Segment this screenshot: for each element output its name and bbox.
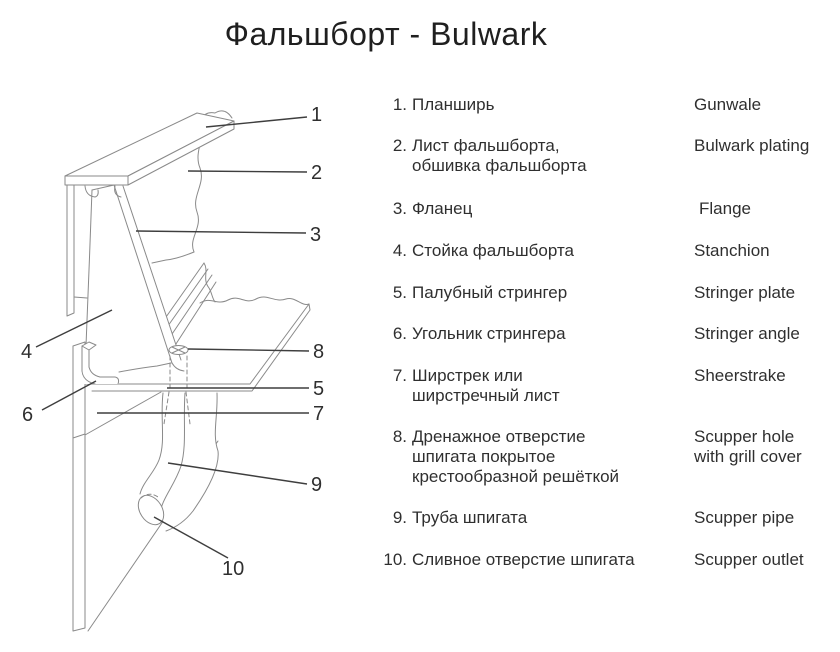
legend-term-ru xyxy=(412,136,682,176)
legend-en-line: Stanchion xyxy=(694,241,770,260)
legend-term-ru xyxy=(412,199,682,219)
legend-term-ru xyxy=(412,95,682,115)
diagram-label-3: 3 xyxy=(310,224,322,246)
legend-en-line: Scupper pipe xyxy=(694,508,795,527)
legend-ru-line: Дренажное отверстие xyxy=(412,427,586,446)
legend-en-line: Flange xyxy=(699,199,751,218)
diagram-label-5: 5 xyxy=(313,378,325,400)
legend-en-line: Stringer angle xyxy=(694,324,800,343)
legend-ru-line: обшивка фальшборта xyxy=(412,156,587,175)
legend-term-ru xyxy=(412,241,682,261)
legend-number: 2. xyxy=(392,136,407,155)
legend-ru-line: Ширстрек или xyxy=(412,366,523,385)
legend-ru-line: шпигата покрытое xyxy=(412,447,556,466)
legend-en-line: with grill cover xyxy=(694,447,802,466)
legend-en-line: Stringer plate xyxy=(694,283,796,302)
legend-term-ru xyxy=(412,508,682,528)
legend-ru-line: крестообразной решёткой xyxy=(412,467,620,486)
legend-number: 7. xyxy=(392,366,407,385)
diagram-label-6: 6 xyxy=(22,404,34,426)
diagram-label-2: 2 xyxy=(311,162,323,184)
legend-ru-line: Стойка фальшборта xyxy=(412,241,574,260)
page-title: Фальшборт - Bulwark xyxy=(224,16,548,52)
legend-term-ru xyxy=(412,427,682,487)
legend-ru-line: Палубный стрингер xyxy=(412,283,568,302)
diagram-label-8: 8 xyxy=(313,341,325,363)
legend-en-line: Bulwark plating xyxy=(694,136,810,155)
legend-term-en xyxy=(694,283,840,303)
legend-number: 3. xyxy=(392,199,407,218)
legend-term-ru xyxy=(412,550,682,570)
legend-ru-line: Сливное отверстие шпигата xyxy=(412,550,635,569)
legend-term-en xyxy=(694,508,840,528)
legend-term-en xyxy=(694,136,840,156)
legend-ru-line: Угольник стрингера xyxy=(412,324,566,343)
legend-number: 4. xyxy=(392,241,407,260)
legend-term-en xyxy=(694,241,840,261)
legend-term-en xyxy=(694,550,840,570)
legend-en-line: Scupper hole xyxy=(694,427,795,446)
diagram-label-9: 9 xyxy=(311,474,323,496)
legend-en-line: Scupper outlet xyxy=(694,550,804,569)
legend-number: 9. xyxy=(392,508,407,527)
legend-term-en xyxy=(699,199,840,219)
legend-number: 6. xyxy=(392,324,407,343)
legend-term-en xyxy=(694,324,840,344)
legend-number: 8. xyxy=(392,427,407,446)
legend-number: 1. xyxy=(392,95,407,114)
legend-term-en xyxy=(694,427,840,467)
legend-ru-line: Лист фальшборта, xyxy=(412,136,560,155)
legend-en-line: Gunwale xyxy=(694,95,762,114)
legend-number: 5. xyxy=(392,283,407,302)
legend-term-en xyxy=(694,366,840,386)
diagram-label-4: 4 xyxy=(21,341,33,363)
legend-en-line: Sheerstrake xyxy=(694,366,786,385)
legend-ru-line: Труба шпигата xyxy=(412,508,528,527)
legend-ru-line: Планширь xyxy=(412,95,495,114)
legend-ru-line: Фланец xyxy=(412,199,473,218)
diagram-label-10: 10 xyxy=(222,558,245,580)
diagram-label-1: 1 xyxy=(311,104,323,126)
legend-term-en xyxy=(694,95,840,115)
legend-term-ru xyxy=(412,283,682,303)
legend-ru-line: ширстречный лист xyxy=(412,386,560,405)
legend-term-ru xyxy=(412,366,682,406)
legend-term-ru xyxy=(412,324,682,344)
diagram-label-7: 7 xyxy=(313,403,325,425)
legend-number: 10. xyxy=(383,550,407,569)
